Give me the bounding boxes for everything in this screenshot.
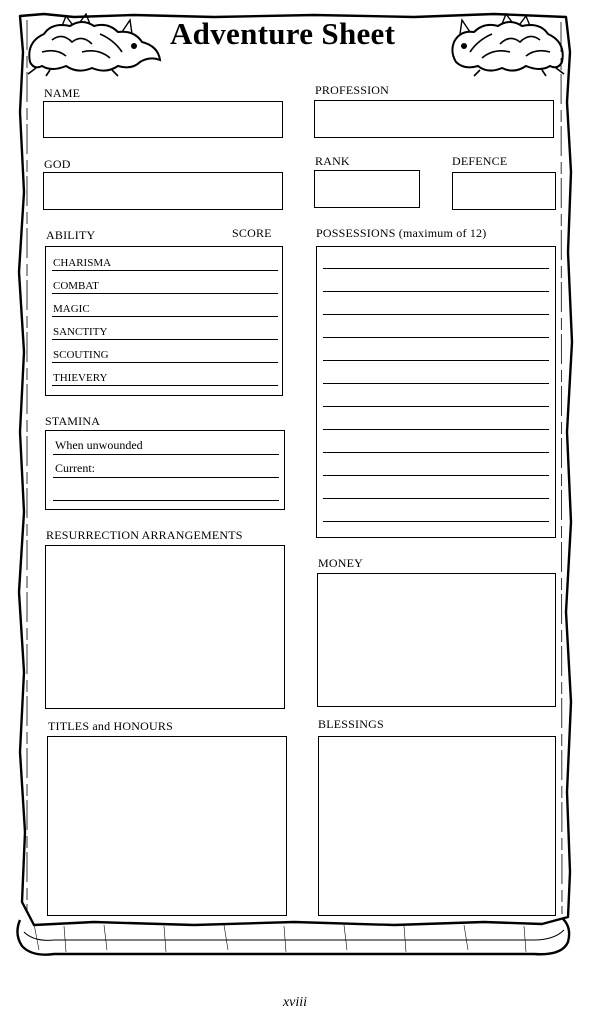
blessings-label: BLESSINGS xyxy=(318,717,384,731)
name-label: NAME xyxy=(44,86,81,100)
possessions-note: (maximum of 12) xyxy=(398,226,487,240)
blessings-field[interactable] xyxy=(318,736,556,916)
possession-line[interactable] xyxy=(323,314,549,315)
titles-and: and xyxy=(92,719,111,733)
titles-word: TITLES xyxy=(48,719,90,733)
ability-row[interactable] xyxy=(52,363,278,386)
ability-name: SCOUTING xyxy=(53,349,109,361)
titles-field[interactable] xyxy=(47,736,287,916)
defence-field[interactable] xyxy=(452,172,556,210)
profession-field[interactable] xyxy=(314,100,554,138)
possession-line[interactable] xyxy=(323,521,549,522)
ability-row[interactable] xyxy=(52,340,278,363)
page-number: xviii xyxy=(282,995,308,1010)
possessions-label xyxy=(316,226,486,241)
sheet-title: Adventure Sheet xyxy=(170,16,396,51)
stamina-row-label: When unwounded xyxy=(55,438,143,452)
stamina-row[interactable] xyxy=(53,455,279,478)
money-label: MONEY xyxy=(318,556,363,570)
stamina-row-label: Current: xyxy=(55,461,95,475)
dragon-icon xyxy=(22,12,167,77)
ability-name: COMBAT xyxy=(53,280,99,292)
ability-row[interactable] xyxy=(52,294,278,317)
money-field[interactable] xyxy=(317,573,556,707)
stamina-label: STAMINA xyxy=(45,414,101,428)
possession-line[interactable] xyxy=(323,452,549,453)
possession-line[interactable] xyxy=(323,291,549,292)
titles-label xyxy=(48,719,173,734)
score-label: SCORE xyxy=(232,226,272,240)
honours-word: HONOURS xyxy=(113,719,173,733)
possession-line[interactable] xyxy=(323,383,549,384)
rank-field[interactable] xyxy=(314,170,420,208)
possession-line[interactable] xyxy=(323,498,549,499)
ability-row[interactable] xyxy=(52,248,278,271)
possessions-title: POSSESSIONS xyxy=(316,226,396,240)
ability-row[interactable] xyxy=(52,271,278,294)
resurrection-label: RESURRECTION ARRANGEMENTS xyxy=(46,528,243,542)
resurrection-field[interactable] xyxy=(45,545,285,709)
stamina-box xyxy=(45,430,285,510)
god-label: GOD xyxy=(44,157,71,171)
ability-table xyxy=(45,246,283,396)
ability-name: THIEVERY xyxy=(53,372,108,384)
possession-line[interactable] xyxy=(323,268,549,269)
possession-line[interactable] xyxy=(323,475,549,476)
profession-label: PROFESSION xyxy=(315,83,390,97)
ability-row[interactable] xyxy=(52,317,278,340)
dragon-icon xyxy=(448,12,570,78)
ability-name: CHARISMA xyxy=(53,257,112,269)
defence-label: DEFENCE xyxy=(452,154,508,168)
ability-label: ABILITY xyxy=(46,228,96,242)
possession-line[interactable] xyxy=(323,429,549,430)
rank-label: RANK xyxy=(315,154,350,168)
ability-name: SANCTITY xyxy=(53,326,108,338)
stamina-row[interactable] xyxy=(53,432,279,455)
god-field[interactable] xyxy=(43,172,283,210)
ability-name: MAGIC xyxy=(53,303,90,315)
possession-line[interactable] xyxy=(323,406,549,407)
possession-line[interactable] xyxy=(323,360,549,361)
name-field[interactable] xyxy=(43,101,283,138)
stamina-row[interactable] xyxy=(53,478,279,501)
possessions-list xyxy=(316,246,556,538)
possession-line[interactable] xyxy=(323,337,549,338)
